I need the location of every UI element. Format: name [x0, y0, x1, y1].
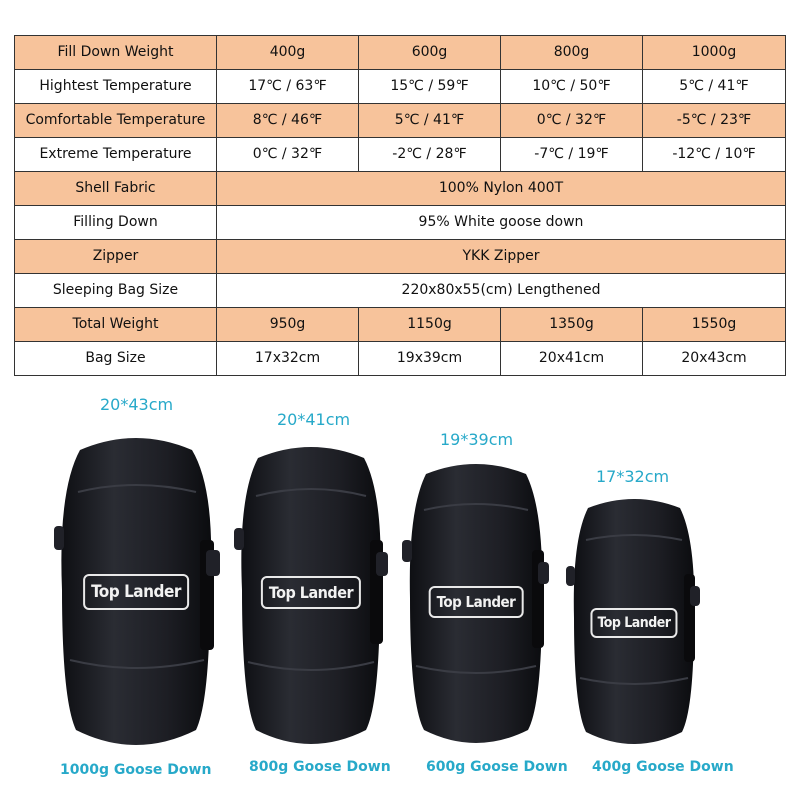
table-cell-merged: 100% Nylon 400T: [217, 172, 786, 206]
row-label: Fill Down Weight: [15, 36, 217, 70]
table-cell: 17x32cm: [217, 342, 359, 376]
table-cell: 19x39cm: [359, 342, 501, 376]
table-cell: -7℃ / 19℉: [501, 138, 643, 172]
table-cell: 1000g: [643, 36, 786, 70]
row-label: Comfortable Temperature: [15, 104, 217, 138]
table-row: [15, 36, 786, 70]
table-row: [15, 104, 786, 138]
bag-caption: 400g Goose Down: [592, 759, 734, 775]
brand-logo: Top Lander: [261, 576, 361, 609]
table-cell: 0℃ / 32℉: [217, 138, 359, 172]
row-label: Hightest Temperature: [15, 70, 217, 104]
bag-size-label: 20*41cm: [277, 410, 351, 429]
table-cell: 10℃ / 50℉: [501, 70, 643, 104]
bag-caption: 800g Goose Down: [249, 759, 391, 775]
row-label: Extreme Temperature: [15, 138, 217, 172]
table-cell: 950g: [217, 308, 359, 342]
table-row: [15, 308, 786, 342]
bag-size-label: 17*32cm: [596, 467, 670, 486]
compression-bag-400g: [566, 494, 702, 750]
row-label: Bag Size: [15, 342, 217, 376]
compression-bag-800g: [232, 440, 390, 750]
row-label: Zipper: [15, 240, 217, 274]
table-cell: 0℃ / 32℉: [501, 104, 643, 138]
table-cell: 20x43cm: [643, 342, 786, 376]
brand-logo: Top Lander: [590, 608, 677, 638]
table-cell: -2℃ / 28℉: [359, 138, 501, 172]
table-cell: 8℃ / 46℉: [217, 104, 359, 138]
table-row: [15, 342, 786, 376]
compression-bag-600g: [402, 458, 550, 750]
bag-caption: 600g Goose Down: [426, 759, 568, 775]
table-cell: 1150g: [359, 308, 501, 342]
bag-caption: 1000g Goose Down: [60, 762, 212, 778]
table-row: [15, 138, 786, 172]
bag-size-label: 19*39cm: [440, 430, 514, 449]
table-cell: -12℃ / 10℉: [643, 138, 786, 172]
table-cell: 1350g: [501, 308, 643, 342]
table-row: [15, 274, 786, 308]
row-label: Total Weight: [15, 308, 217, 342]
bag-size-label: 20*43cm: [100, 395, 174, 414]
table-row: [15, 172, 786, 206]
table-cell: 20x41cm: [501, 342, 643, 376]
row-label: Shell Fabric: [15, 172, 217, 206]
table-cell: 5℃ / 41℉: [643, 70, 786, 104]
table-cell: 1550g: [643, 308, 786, 342]
table-cell-merged: 95% White goose down: [217, 206, 786, 240]
table-cell: 400g: [217, 36, 359, 70]
row-label: Filling Down: [15, 206, 217, 240]
table-row: [15, 206, 786, 240]
table-cell: -5℃ / 23℉: [643, 104, 786, 138]
brand-logo: Top Lander: [429, 586, 524, 618]
table-row: [15, 70, 786, 104]
table-cell: 800g: [501, 36, 643, 70]
table-cell: 5℃ / 41℉: [359, 104, 501, 138]
row-label: Sleeping Bag Size: [15, 274, 217, 308]
compression-bag-1000g: [50, 430, 222, 750]
table-cell-merged: YKK Zipper: [217, 240, 786, 274]
table-cell: 15℃ / 59℉: [359, 70, 501, 104]
table-cell: 600g: [359, 36, 501, 70]
brand-logo: Top Lander: [83, 574, 189, 610]
table-cell: 17℃ / 63℉: [217, 70, 359, 104]
table-row: [15, 240, 786, 274]
spec-table: [14, 35, 786, 376]
table-cell-merged: 220x80x55(cm) Lengthened: [217, 274, 786, 308]
